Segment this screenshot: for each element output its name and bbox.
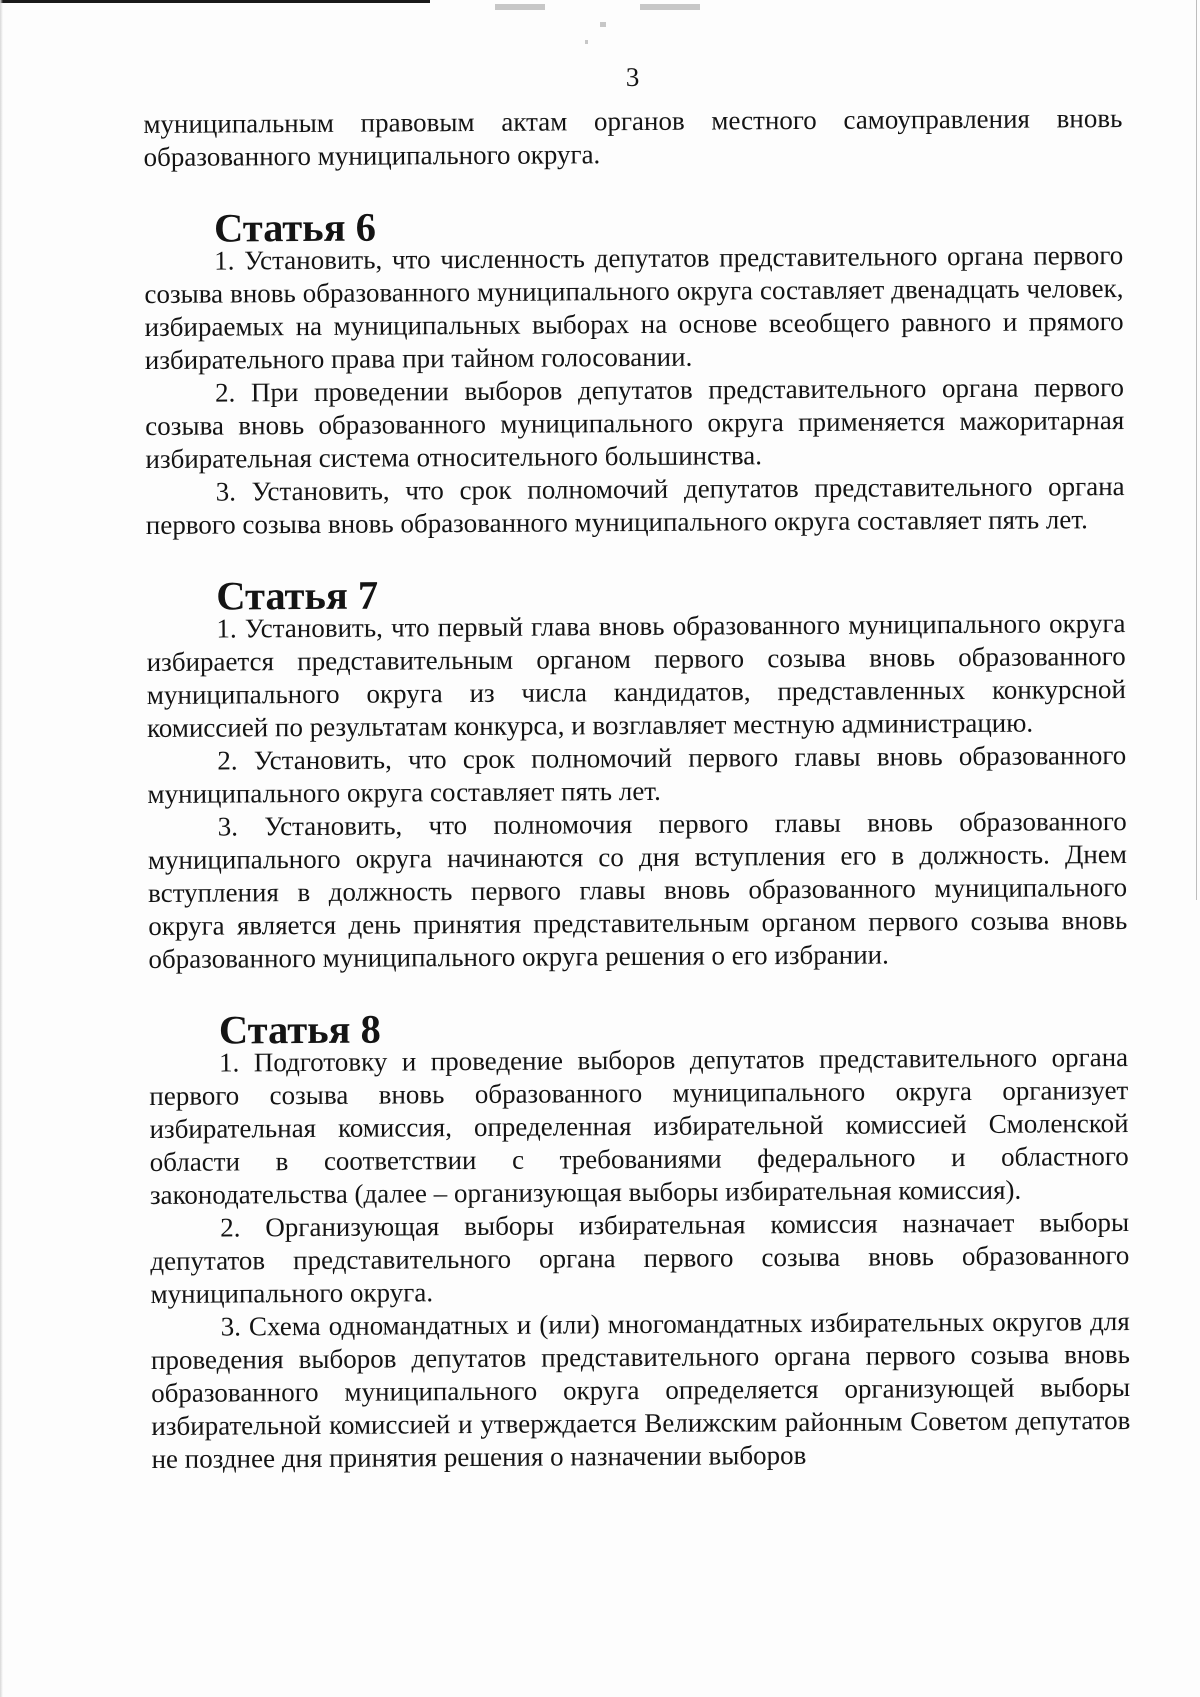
article-paragraph: 2. Организующая выборы избирательная комиссия назначает выборы депутатов представительного органа первого созыва вновь образованного муниципального округа. [150, 1206, 1130, 1309]
article-title: Статья 6 [213, 204, 377, 251]
scan-noise-mark [585, 40, 588, 44]
document-body [143, 54, 1131, 1476]
article-8 [149, 1008, 1131, 1476]
article-paragraph: 1. Установить, что численность депутатов представительного органа первого созыва вновь образованного муниципального округа составляет двенадцать человек, избираемых на муниципальных выборах на основе всеобщего равного и прямого избирательного права при тайном голосовании. [144, 240, 1124, 375]
scan-noise-mark [600, 22, 606, 27]
article-paragraph: 3. Схема одномандатных и (или) многомандатных избирательных округов для проведения выборов депутатов представительного органа первого созыва вновь образованного муниципального округа определяется организующей выборы избирательной комиссией и утверждается Велижским районным Советом депутатов не позднее дня принятия решения о назначении выборов [150, 1305, 1131, 1474]
scan-right-border [1196, 0, 1197, 900]
article-paragraph: 2. При проведении выборов депутатов представительного органа первого созыва вновь образованного муниципального округа применяется мажоритарная избирательная система относительного большинства. [145, 372, 1125, 474]
article-paragraph: 1. Подготовку и проведение выборов депутатов представительного органа первого созыва вновь образованного муниципального округа организует избирательная комиссия, определенная избирательной комиссией Смоленской области в соответствии с требованиями федерального и областного законодательства (далее – организующая выборы избирательная комиссия). [149, 1042, 1129, 1210]
article-title: Статья 8 [218, 1006, 381, 1053]
article-6 [144, 206, 1125, 542]
article-paragraph: 3. Установить, что срок полномочий депутатов представительного органа первого созыва вновь образованного муниципального округа составляет пять лет. [145, 471, 1125, 540]
scan-noise-mark [495, 4, 545, 10]
scan-left-edge [0, 0, 3, 1697]
article-7 [146, 574, 1127, 976]
scan-top-border [0, 0, 430, 3]
article-paragraph: 1. Установить, что первый глава вновь образованного муниципального округа избирается представительным органом первого созыва вновь образованного муниципального округа из числа кандидатов, представленных конкурсной комиссией по результатам конкурса, и возглавляет местную администрацию. [146, 608, 1126, 743]
article-paragraph: 2. Установить, что срок полномочий первого главы вновь образованного муниципального округа составляет пять лет. [147, 740, 1127, 809]
scan-noise-mark [640, 4, 700, 10]
article-paragraph: 3. Установить, что полномочия первого главы вновь образованного муниципального округа начинаются со дня вступления его в должность. Днем вступления в должность первого главы вновь образованного муниципального округа является день принятия представительным органом первого созыва вновь образованного муниципального округа решения о его избрании. [147, 806, 1128, 974]
intro-paragraph: муниципальным правовым актам органов местного самоуправления вновь образованного муниципального округа. [143, 103, 1123, 172]
article-title: Статья 7 [216, 572, 379, 619]
page-number: 3 [625, 61, 640, 93]
